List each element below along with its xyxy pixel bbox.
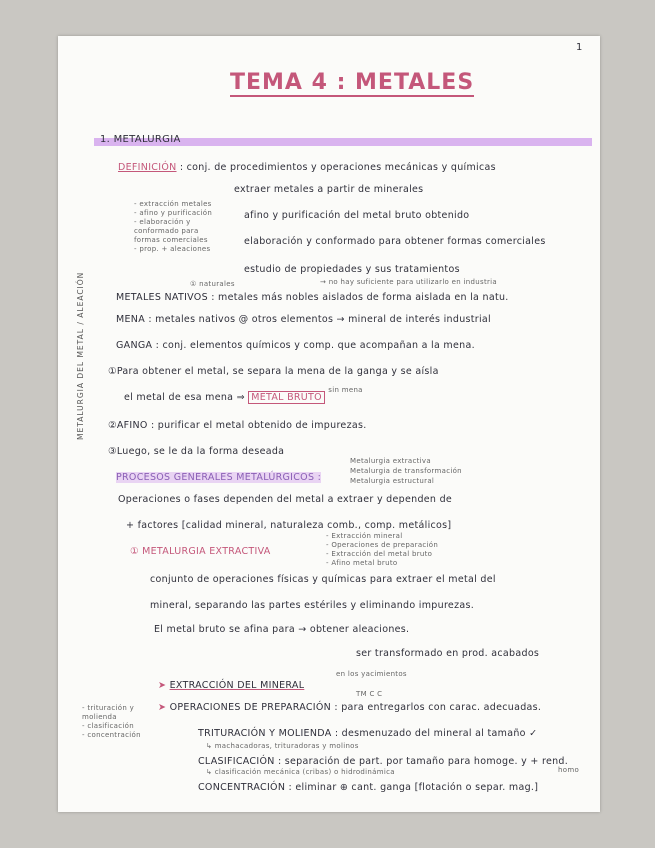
step-1a: ①Para obtener el metal, se separa la mena de la ganga y se aísla	[108, 366, 439, 377]
operaciones-prep-label: OPERACIONES DE PREPARACIÓN : para entregarlos con carac. adecuadas.	[169, 702, 542, 713]
branch-4: estudio de propiedades y sus tratamientos	[244, 264, 460, 275]
trituracion-sub: ↳ machacadoras, trituradoras y molinos	[206, 742, 359, 750]
prep-side-note: molienda	[82, 713, 117, 721]
extractiva-item: - Afino metal bruto	[326, 559, 398, 567]
branch-2: afino y purificación del metal bruto obtenido	[244, 210, 470, 221]
prep-side-note: - concentración	[82, 731, 141, 739]
afina-line-1: El metal bruto se afina para → obtener aleaciones.	[154, 624, 410, 635]
extractiva-list	[326, 532, 438, 568]
no-hay-note: → no hay suficiente para utilizarlo en industria	[320, 278, 498, 286]
concentracion: CONCENTRACIÓN : eliminar ⊕ cant. ganga [flotación o separ. mag.]	[198, 782, 539, 793]
tmcc-note: TM C C	[356, 690, 383, 698]
afino: ②AFINO : purificar el metal obtenido de impurezas.	[108, 420, 367, 431]
side-note: - prop. + aleaciones	[134, 245, 211, 253]
definicion-label: DEFINICIÓN	[118, 162, 177, 173]
step-3: ③Luego, se le da la forma deseada	[108, 446, 285, 457]
metales-nativos: METALES NATIVOS : metales más nobles aislados de forma aislada en la natu.	[116, 292, 509, 303]
branch-3: elaboración y conformado para obtener formas comerciales	[244, 236, 546, 247]
side-note: - elaboración y	[134, 218, 191, 226]
side-note: conformado para	[134, 227, 199, 235]
side-note: formas comerciales	[134, 236, 208, 244]
branch-1: extraer metales a partir de minerales	[234, 184, 424, 195]
ganga: GANGA : conj. elementos químicos y comp. que acompañan a la mena.	[116, 340, 475, 351]
metal-bruto-box: METAL BRUTO	[248, 391, 325, 404]
extraccion-mineral-label: EXTRACCIÓN DEL MINERAL	[169, 680, 305, 691]
step-1b-text: el metal de esa mena ⇒	[124, 392, 245, 403]
conjunto-line-2: mineral, separando las partes estériles y eliminando impurezas.	[150, 600, 475, 611]
extraccion-mineral: ➤ EXTRACCIÓN DEL MINERAL	[158, 680, 305, 691]
clasificacion-right: homo	[558, 766, 580, 774]
definicion-text: : conj. de procedimientos y operaciones mecánicas y químicas	[179, 162, 496, 173]
trituracion: TRITURACIÓN Y MOLIENDA : desmenuzado del mineral al tamaño ✓	[198, 728, 538, 739]
vertical-label: METALURGIA DEL METAL / ALEACIÓN	[76, 271, 85, 440]
side-note: - extracción metales	[134, 200, 212, 208]
mena: MENA : metales nativos @ otros elementos → mineral de interés industrial	[116, 314, 491, 325]
clasificacion: CLASIFICACIÓN : separación de part. por tamaño para homoge. y + rend.	[198, 756, 569, 767]
conjunto-line-1: conjunto de operaciones físicas y químicas para extraer el metal del	[150, 574, 496, 585]
section-heading: 1. METALURGIA	[100, 134, 181, 145]
operaciones-prep: ➤ OPERACIONES DE PREPARACIÓN : para entregarlos con carac. adecuadas.	[158, 702, 542, 713]
procesos-item: Metalurgia extractiva	[350, 457, 431, 465]
clasificacion-sub: ↳ clasificación mecánica (cribas) o hidrodinámica	[206, 768, 395, 776]
yacimientos-note: en los yacimientos	[336, 670, 407, 678]
procesos-heading	[116, 472, 321, 483]
page-title: TEMA 4 : METALES	[230, 70, 475, 95]
prep-side-note: - trituración y	[82, 704, 135, 712]
definicion-line	[118, 162, 496, 173]
procesos-item: Metalurgia estructural	[350, 477, 435, 485]
extractiva-item: - Extracción del metal bruto	[326, 550, 433, 558]
naturales-note: ① naturales	[190, 280, 235, 288]
prep-side-notes	[82, 704, 141, 740]
sin-mena-note: sin mena	[328, 386, 363, 394]
procesos-list	[350, 456, 462, 486]
definicion-side-notes	[134, 200, 212, 254]
page-number: 1	[576, 42, 583, 53]
metalurgia-extractiva: ① METALURGIA EXTRACTIVA	[130, 546, 271, 557]
operaciones-line-1: Operaciones o fases dependen del metal a extraer y dependen de	[118, 494, 453, 505]
prep-side-note: - clasificación	[82, 722, 134, 730]
side-note: - afino y purificación	[134, 209, 213, 217]
procesos-label: PROCESOS GENERALES METALÚRGICOS :	[116, 472, 322, 483]
operaciones-line-2: + factores [calidad mineral, naturaleza comb., comp. metálicos]	[126, 520, 452, 531]
afina-line-2: ser transformado en prod. acabados	[356, 648, 540, 659]
extractiva-item: - Operaciones de preparación	[326, 541, 439, 549]
step-1b	[124, 386, 363, 403]
procesos-item: Metalurgia de transformación	[350, 467, 462, 475]
extractiva-item: - Extracción mineral	[326, 532, 403, 540]
